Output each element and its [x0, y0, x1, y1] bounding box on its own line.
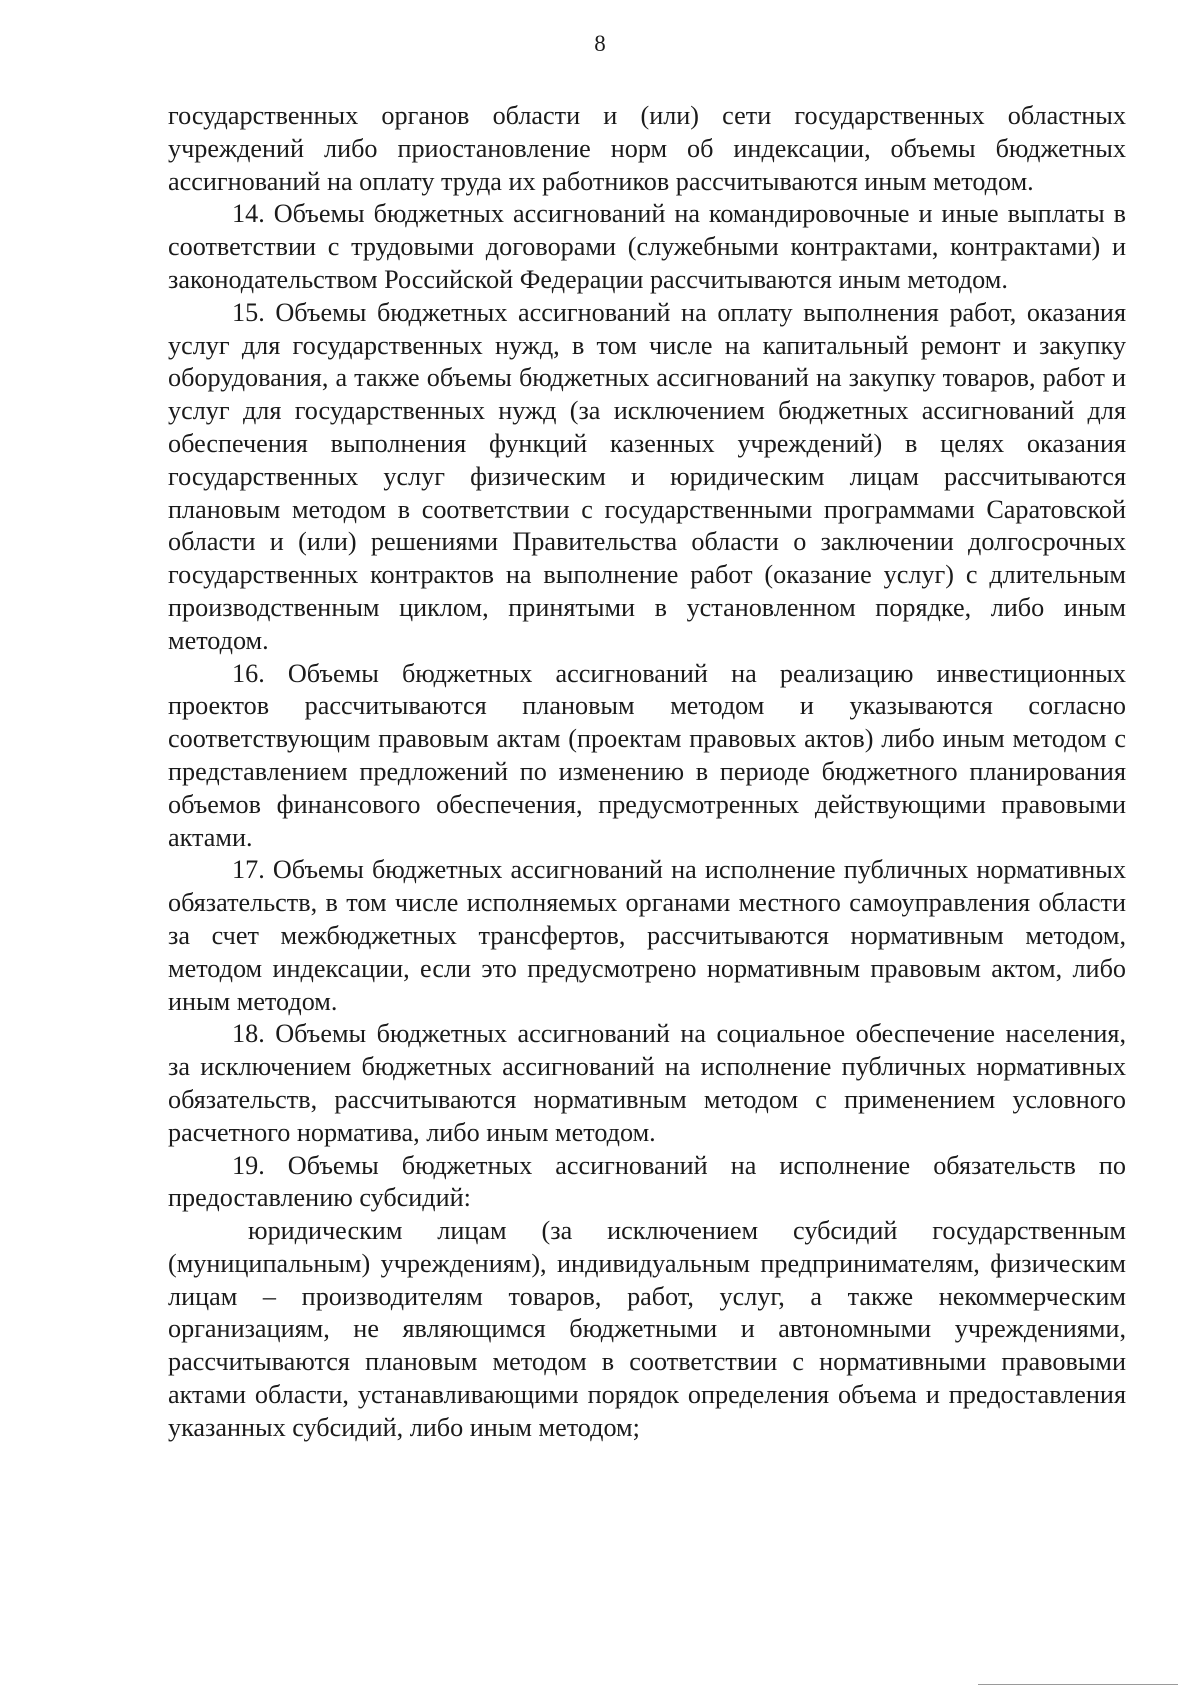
paragraph-19: 19. Объемы бюджетных ассигнований на исполнение обязательств по предоставлению субсидий:: [168, 1150, 1126, 1213]
paragraph-17: 17. Объемы бюджетных ассигнований на исполнение публичных нормативных обязательств, в том числе исполняемых органами местного самоуправления области за счет межбюджетных трансфертов, рассчитываются нормативным методом, методом индексации, если это предусмотрено нормативным правовым актом, либо иным методом.: [168, 855, 1126, 1016]
paragraph-16: 16. Объемы бюджетных ассигнований на реализацию инвестиционных проектов рассчитываются плановым методом и указываются согласно соответствующим правовым актам (проектам правовых актов) либо иным методом с представлением предложений по изменению в периоде бюджетного планирования объемов финансового обеспечения, предусмотренных действующими правовыми актами.: [168, 658, 1126, 852]
paragraph-continuation: государственных органов области и (или) сети государственных областных учреждений либо приостановление норм об индексации, объемы бюджетных ассигнований на оплату труда их работников рассчитываются иным методом.: [168, 101, 1126, 196]
paragraph-18: 18. Объемы бюджетных ассигнований на социальное обеспечение населения, за исключением бюджетных ассигнований на исполнение публичных нормативных обязательств, рассчитываются нормативным методом с применением условного расчетного норматива, либо иным методом.: [168, 1019, 1126, 1147]
paragraph-14: 14. Объемы бюджетных ассигнований на командировочные и иные выплаты в соответствии с трудовыми договорами (служебными контрактами, контрактами) и законодательством Российской Федерации рассчитываются иным методом.: [168, 199, 1126, 294]
paragraph-19-subitem: юридическим лицам (за исключением субсидий государственным (муниципальным) учреждениям), индивидуальным предпринимателям, физическим лицам – производителям товаров, работ, услуг, а также некоммерческим организациям, не являющимся бюджетными и автономными учреждениями, рассчитываются плановым методом в соответствии с нормативными правовыми актами области, устанавливающими порядок определения объема и предоставления указанных субсидий, либо иным методом;: [168, 1216, 1126, 1442]
paragraph-15: 15. Объемы бюджетных ассигнований на оплату выполнения работ, оказания услуг для государственных нужд, в том числе на капитальный ремонт и закупку оборудования, а также объемы бюджетных ассигнований на закупку товаров, работ и услуг для государственных нужд (за исключением бюджетных ассигнований для обеспечения выполнения функций казенных учреждений) в целях оказания государственных услуг физическим и юридическим лицам рассчитываются плановым методом в соответствии с государственными программами Саратовской области и (или) решениями Правительства области о заключении долгосрочных государственных контрактов на выполнение работ (оказание услуг) с длительным производственным циклом, принятыми в установленном порядке, либо иным методом.: [168, 297, 1126, 655]
page-number: 8: [594, 31, 606, 56]
document-body: [168, 100, 1126, 1445]
bottom-rule: [978, 1684, 1178, 1685]
